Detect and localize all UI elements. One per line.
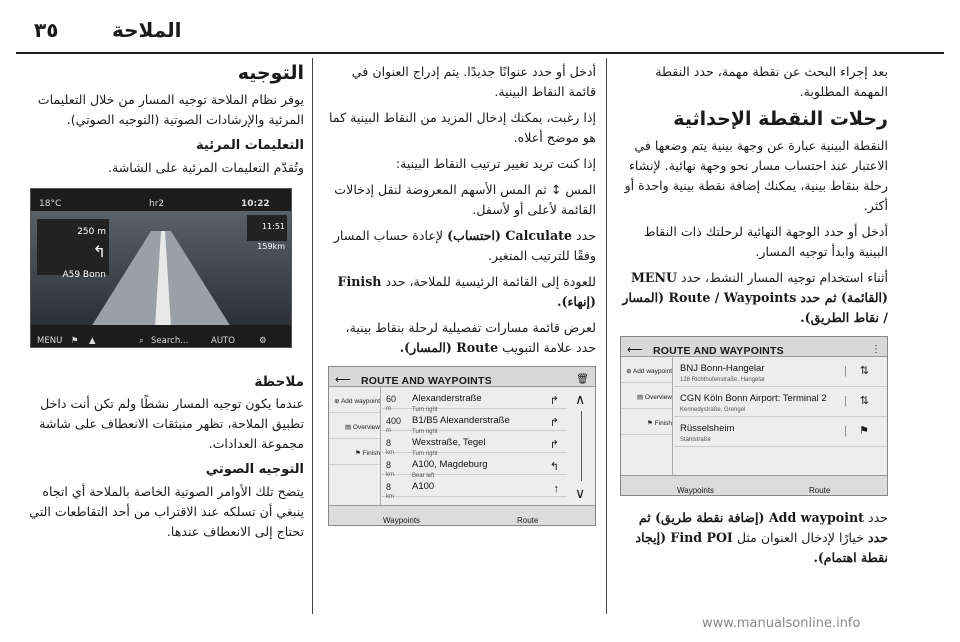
add-waypoint-icon: ⊕: [626, 368, 633, 375]
scroll-track[interactable]: [581, 411, 582, 481]
sidebar-item-finish[interactable]: ⚑ Finish: [621, 409, 672, 435]
divider-icon: |: [844, 395, 847, 407]
paragraph: بعد إجراء البحث عن نقطة مهمة، حدد النقطة المهمة المطلوبة.: [655, 64, 888, 99]
tab-waypoints[interactable]: Waypoints: [677, 486, 715, 495]
paragraph: وتُقدّم التعليمات المرئية على الشاشة.: [107, 160, 304, 175]
paragraph: [326, 318, 596, 358]
column-divider: [606, 58, 607, 614]
list-item: 400 m B1/B5 Alexanderstraße Turn right ↱: [382, 409, 567, 431]
column-left: [18, 62, 304, 548]
zoom-level: hr2: [149, 199, 165, 209]
paragraph: عندما يكون توجيه المسار نشطًا ولم تكن أنت داخل تطبيق الملاحة، تظهر منبثقات الانعطاف على شاشة مجموعة العدادات.: [39, 396, 304, 451]
text: لإعادة حساب المسار وفقًا للترتيب المتغير.: [333, 228, 596, 263]
sidebar-item-overview[interactable]: ▤ Overview: [329, 413, 380, 439]
screen-tab-bar: [621, 475, 887, 495]
paragraph: [326, 272, 596, 312]
turn-distance: 250 m: [77, 227, 106, 237]
settings-icon[interactable]: ⚙: [259, 336, 267, 346]
paragraph: أدخل أو حدد الوجهة النهائية لرحلتك ذات النقاط البينية وابدأ توجيه المسار.: [643, 224, 888, 259]
keyword: Finish (إنهاء).: [337, 274, 596, 309]
overview-icon: ▤: [344, 424, 353, 431]
keyword: MENU (القائمة) ثم حدد: [630, 270, 888, 305]
route-list: [382, 387, 567, 505]
column-middle: [326, 62, 596, 538]
turn-arrow-icon: ↰: [92, 242, 106, 261]
back-arrow-icon[interactable]: ⟵: [335, 374, 351, 386]
list-item: 8 km Wexstraße, Tegel Turn right ↱: [382, 431, 567, 453]
divider-icon: |: [844, 365, 847, 377]
overview-icon: ▤: [636, 394, 645, 401]
paragraph: إذا رغبت، يمكنك إدخال المزيد من النقاط البينية كما هو موضح أعلاه.: [329, 110, 596, 145]
sidebar-item-add-waypoint[interactable]: ⊕ Add waypoint: [329, 387, 380, 413]
more-icon[interactable]: ⋮: [871, 344, 881, 355]
subheading: التوجيه الصوتي: [205, 462, 304, 477]
text: خيارًا لإدخال العنوان مثل: [736, 530, 864, 545]
section-heading: رحلات النقطة الإحداثية: [673, 108, 888, 130]
tab-route[interactable]: Route: [517, 516, 539, 525]
clock: 10:22: [241, 199, 270, 209]
screen-sidebar: [329, 387, 381, 505]
status-bar: [31, 189, 291, 211]
route-screen: [328, 366, 596, 526]
column-divider: [312, 58, 313, 614]
text: لعرض قائمة مسارات تفصيلية لرحلة بنقاط بينية، حدد علامة التبويب: [345, 320, 596, 355]
paragraph: النقطة البينية عبارة عن وجهة بينية يتم وضعها في الاعتبار عند احتساب مسار نحو وجهة نهائية. لإنشاء رحلة بنقاط بينية، يمكنك إضافة نقطة بينية واحدة أو أكثر.: [624, 138, 888, 213]
turn-right-icon: ↱: [549, 395, 559, 407]
position-icon[interactable]: ▲: [89, 336, 96, 346]
scroll-down-icon[interactable]: ∨: [575, 485, 586, 501]
reorder-icon[interactable]: ⇅: [859, 365, 869, 377]
road-name: A59 Bonn: [62, 270, 106, 280]
sidebar-item-overview[interactable]: ▤ Overview: [621, 383, 672, 409]
screen-sidebar: [621, 357, 673, 475]
list-item: 8 km A100, Magdeburg Bear left ↰: [382, 453, 567, 475]
search-field[interactable]: Search...: [151, 336, 189, 346]
reorder-icon[interactable]: ⇅: [859, 395, 869, 407]
turn-right-icon: ↱: [549, 439, 559, 451]
scroll-up-icon[interactable]: ∧: [575, 391, 586, 407]
destination-flag-icon: ⚑: [859, 425, 869, 437]
list-item: 60 m Alexanderstraße Turn right ↱: [382, 387, 567, 409]
tab-route[interactable]: Route: [809, 486, 831, 495]
keyword: Find POI (إيجاد نقطة اهتمام).: [635, 530, 888, 565]
keyword: Add waypoint (إضافة نقطة طريق) ثم حدد: [638, 510, 888, 545]
nav-bottom-bar: [31, 325, 291, 347]
header-rule: [16, 52, 944, 54]
list-scrollbar[interactable]: [571, 389, 593, 503]
back-arrow-icon[interactable]: ⟵: [627, 344, 643, 356]
text: حدد: [575, 228, 596, 243]
straight-icon: ↑: [553, 483, 559, 495]
list-item[interactable]: Rüsselsheim Stahlstraße ⚑ |: [674, 417, 887, 447]
paragraph: إذا كنت تريد تغيير ترتيب النقاط البينية:: [395, 156, 596, 171]
sidebar-item-finish[interactable]: ⚑ Finish: [329, 439, 380, 465]
map-view[interactable]: [31, 211, 291, 325]
keyword: Route / Waypoints (المسار / نقاط الطريق).: [622, 290, 888, 325]
list-item[interactable]: CGN Köln Bonn Airport: Terminal 2 Kennedystraße, Grengel ⇅ |: [674, 387, 887, 417]
keyword: Route (المسار).: [399, 340, 499, 355]
text: أثناء استخدام توجيه المسار النشط، حدد: [681, 270, 888, 285]
temperature: 18°C: [39, 199, 62, 209]
watermark-link[interactable]: www.manualsonline.info: [702, 616, 861, 631]
keyword: Calculate (احتساب): [447, 228, 572, 243]
paragraph: أدخل أو حدد عنوانًا جديدًا. يتم إدراج العنوان في قائمة النقاط البينية.: [351, 64, 596, 99]
flag-icon: ⚑: [355, 450, 363, 457]
sidebar-item-add-waypoint[interactable]: ⊕ Add waypoint: [621, 357, 672, 383]
tab-waypoints[interactable]: Waypoints: [383, 516, 421, 525]
column-right: [620, 62, 888, 574]
paragraph: يوفر نظام الملاحة توجيه المسار من خلال التعليمات المرئية والإرشادات الصوتية (التوجيه الصوتي).: [37, 92, 304, 127]
menu-button[interactable]: MENU: [37, 336, 63, 346]
paragraph: [620, 268, 888, 328]
divider-icon: |: [844, 425, 847, 437]
screen-title: ROUTE AND WAYPOINTS: [653, 345, 784, 357]
auto-zoom-button[interactable]: AUTO: [211, 336, 235, 346]
search-icon: ⌕: [139, 336, 144, 346]
list-item[interactable]: BNJ Bonn-Hangelar 128 Richthofenstraße, Hangelar ⇅ |: [674, 357, 887, 387]
screen-title-bar: [329, 367, 595, 387]
navigation-screen: [30, 188, 292, 348]
text: حدد: [867, 510, 888, 525]
list-item: 8 km A100 ↑: [382, 475, 567, 497]
page-number: ٣٥: [34, 18, 59, 42]
turn-instruction: [37, 219, 109, 280]
text: للعودة إلى القائمة الرئيسية للملاحة، حدد: [385, 274, 596, 289]
paragraph: [620, 508, 888, 568]
page-header: [0, 0, 960, 52]
trash-icon[interactable]: 🗑: [576, 374, 589, 385]
screen-title-bar: [621, 337, 887, 357]
paragraph: [326, 226, 596, 266]
flag-icon: ⚑: [647, 420, 655, 427]
bear-left-icon: ↰: [549, 461, 559, 473]
waypoints-screen: [620, 336, 888, 496]
subheading: التعليمات المرئية: [196, 138, 304, 153]
add-waypoint-icon: ⊕: [334, 398, 341, 405]
page-title: الملاحة: [112, 18, 182, 42]
paragraph: المس ↕ ثم المس الأسهم المعروضة لنقل إدخالات القائمة لأعلى أو لأسفل.: [334, 182, 596, 217]
screen-title: ROUTE AND WAYPOINTS: [361, 375, 492, 387]
section-heading: التوجيه: [237, 62, 304, 84]
paragraph: يتضح تلك الأوامر الصوتية الخاصة بالملاحة أي اتجاه ينبغي أن تسلكه عند الاقتراب من أحد التقاطعات التي تحتاج إلى الانعطاف عندها.: [29, 484, 304, 539]
flag-icon[interactable]: ⚑: [71, 336, 79, 346]
turn-right-icon: ↱: [549, 417, 559, 429]
note-heading: ملاحظة: [254, 374, 304, 390]
eta-box: 11:51 159km: [247, 215, 287, 241]
waypoint-list: [674, 357, 887, 475]
screen-tab-bar: [329, 505, 595, 525]
